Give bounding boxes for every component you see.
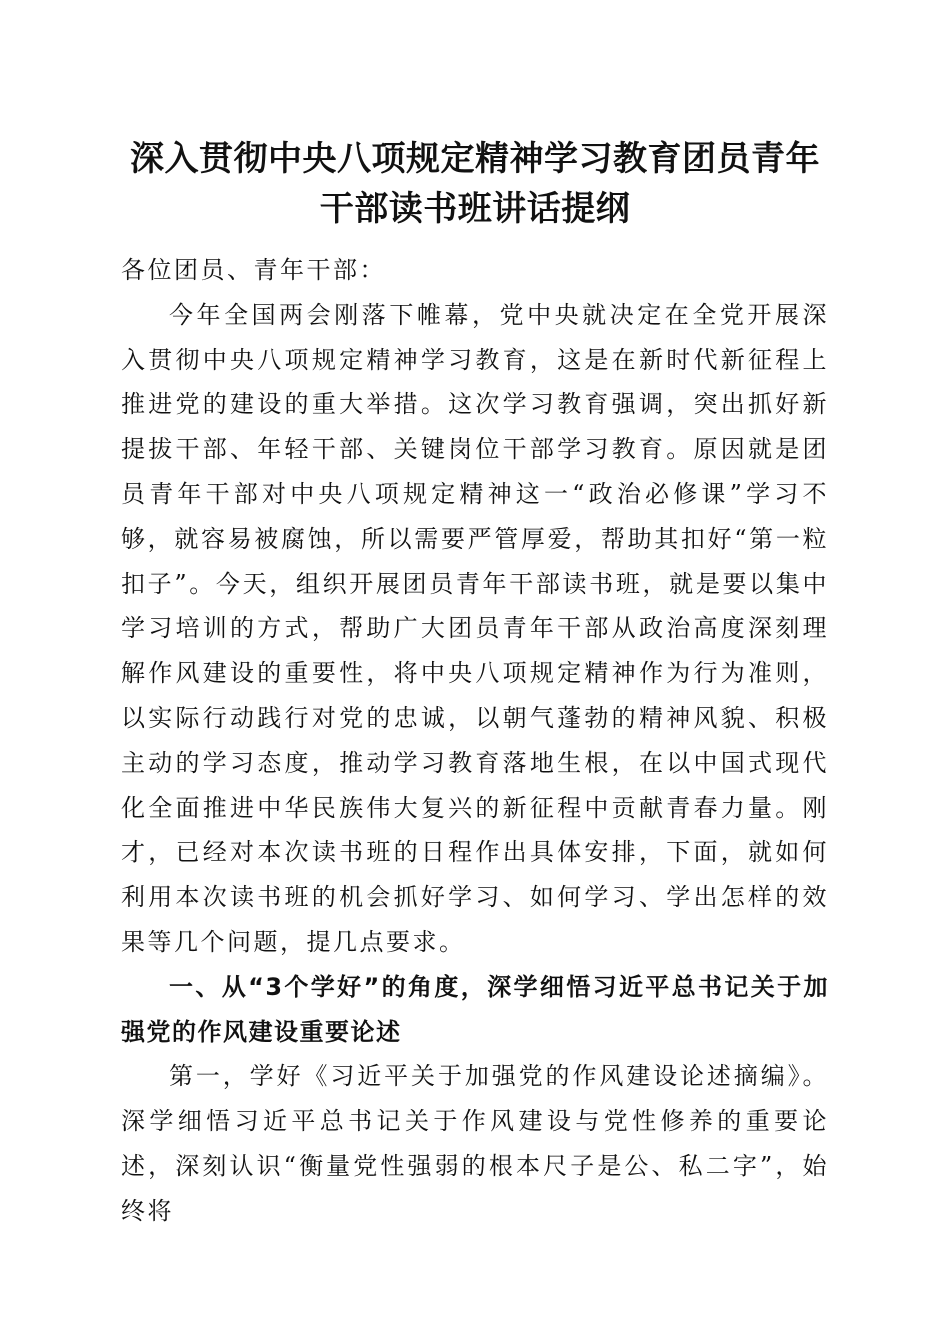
document-title: [100, 134, 850, 234]
title-line-1: 深入贯彻中央八项规定精神学习教育团员青年: [130, 139, 820, 179]
body-paragraph-2: 第一，学好《习近平关于加强党的作风建设论述摘编》。深学细悟习近平总书记关于作风建设与党性修养的重要论述，深刻认识“衡量党性强弱的根本尺子是公、私二字”，始终将: [121, 1062, 829, 1225]
document-body: [121, 248, 829, 1234]
title-line-2: 干部读书班讲话提纲: [319, 189, 631, 229]
section-heading-1: 一、从“3个学好”的角度，深学细悟习近平总书记关于加强党的作风建设重要论述: [121, 972, 829, 1046]
intro-paragraph: 今年全国两会刚落下帷幕，党中央就决定在全党开展深入贯彻中央八项规定精神学习教育，这是在新时代新征程上推进党的建设的重大举措。这次学习教育强调，突出抓好新提拔干部、年轻干部、关键岗位干部学习教育。原因就是团员青年干部对中央八项规定精神这一“政治必修课”学习不够，就容易被腐蚀，所以需要严管厚爱，帮助其扣好“第一粒扣子”。今天，组织开展团员青年干部读书班，就是要以集中学习培训的方式，帮助广大团员青年干部从政治高度深刻理解作风建设的重要性，将中央八项规定精神作为行为准则，以实际行动践行对党的忠诚，以朝气蓬勃的精神风貌、积极主动的学习态度，推动学习教育落地生根，在以中国式现代化全面推进中华民族伟大复兴的新征程中贡献青春力量。刚才，已经对本次读书班的日程作出具体安排，下面，就如何利用本次读书班的机会抓好学习、如何学习、学出怎样的效果等几个问题，提几点要求。: [121, 300, 829, 956]
salutation: 各位团员、青年干部：: [121, 256, 386, 284]
